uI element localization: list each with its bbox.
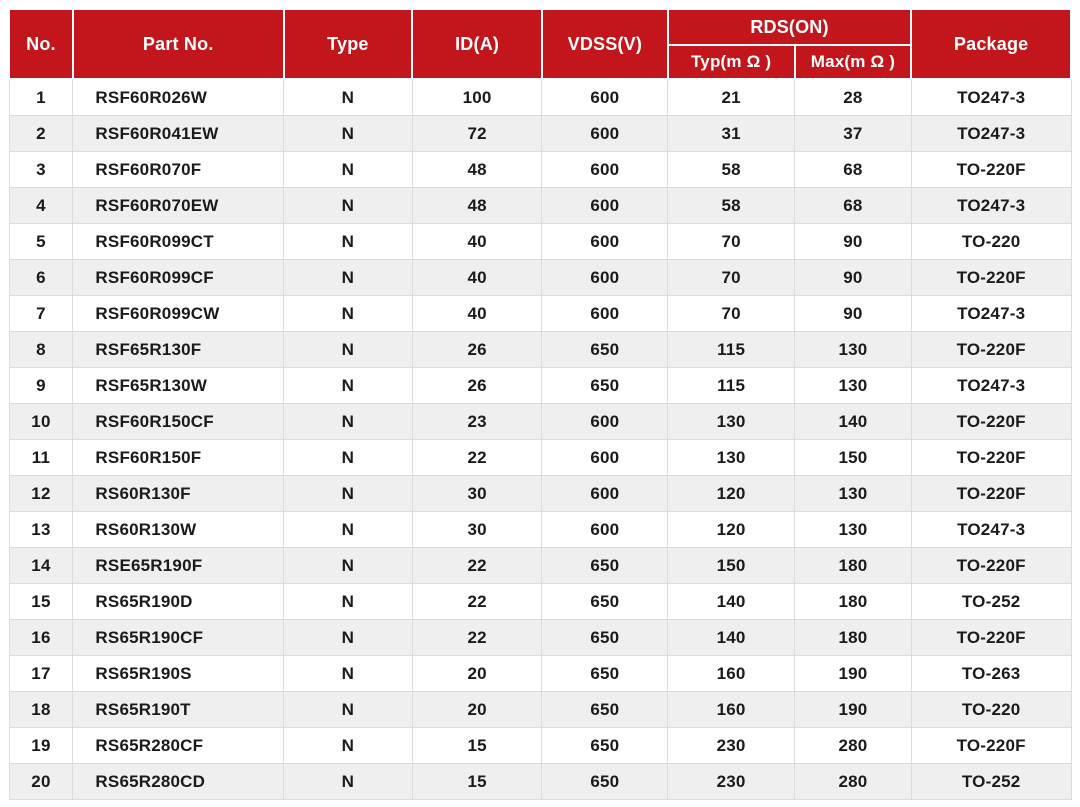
cell-rds-max: 130	[795, 368, 912, 404]
cell-part-no: RSF65R130W	[73, 368, 284, 404]
spec-table-container	[8, 8, 1072, 800]
cell-vdss-v: 650	[542, 584, 668, 620]
cell-package: TO-220	[911, 692, 1071, 728]
cell-rds-max: 140	[795, 404, 912, 440]
cell-id-a: 40	[412, 260, 542, 296]
cell-part-no: RS60R130F	[73, 476, 284, 512]
cell-package: TO-220F	[911, 260, 1071, 296]
cell-rds-typ: 140	[668, 584, 795, 620]
cell-type: N	[284, 332, 413, 368]
cell-vdss-v: 650	[542, 332, 668, 368]
cell-rds-max: 90	[795, 260, 912, 296]
cell-package: TO-220F	[911, 440, 1071, 476]
mosfet-spec-table	[8, 8, 1072, 800]
cell-part-no: RS65R280CF	[73, 728, 284, 764]
cell-no: 14	[9, 548, 73, 584]
cell-rds-max: 37	[795, 116, 912, 152]
cell-type: N	[284, 728, 413, 764]
cell-package: TO247-3	[911, 368, 1071, 404]
cell-no: 20	[9, 764, 73, 800]
cell-no: 13	[9, 512, 73, 548]
table-row	[9, 296, 1071, 332]
cell-rds-typ: 70	[668, 224, 795, 260]
cell-package: TO-220F	[911, 152, 1071, 188]
table-row	[9, 728, 1071, 764]
cell-type: N	[284, 440, 413, 476]
cell-id-a: 30	[412, 512, 542, 548]
cell-vdss-v: 600	[542, 260, 668, 296]
cell-package: TO-220F	[911, 728, 1071, 764]
cell-rds-max: 280	[795, 728, 912, 764]
cell-id-a: 40	[412, 296, 542, 332]
cell-vdss-v: 650	[542, 368, 668, 404]
cell-part-no: RSF60R026W	[73, 79, 284, 116]
cell-rds-max: 130	[795, 476, 912, 512]
cell-id-a: 15	[412, 728, 542, 764]
col-header-rds-typ: Typ(m Ω )	[668, 45, 795, 79]
cell-package: TO-220F	[911, 476, 1071, 512]
cell-type: N	[284, 368, 413, 404]
cell-id-a: 48	[412, 152, 542, 188]
cell-no: 17	[9, 656, 73, 692]
table-row	[9, 116, 1071, 152]
cell-part-no: RSF60R099CW	[73, 296, 284, 332]
cell-no: 7	[9, 296, 73, 332]
cell-no: 16	[9, 620, 73, 656]
cell-type: N	[284, 764, 413, 800]
cell-rds-max: 130	[795, 512, 912, 548]
cell-vdss-v: 600	[542, 476, 668, 512]
cell-rds-typ: 115	[668, 332, 795, 368]
table-row	[9, 548, 1071, 584]
cell-id-a: 40	[412, 224, 542, 260]
cell-rds-typ: 70	[668, 296, 795, 332]
table-row	[9, 224, 1071, 260]
cell-type: N	[284, 224, 413, 260]
cell-rds-typ: 130	[668, 404, 795, 440]
cell-id-a: 48	[412, 188, 542, 224]
table-row	[9, 620, 1071, 656]
cell-vdss-v: 600	[542, 512, 668, 548]
cell-rds-max: 68	[795, 152, 912, 188]
table-row	[9, 188, 1071, 224]
cell-rds-max: 280	[795, 764, 912, 800]
cell-rds-typ: 230	[668, 728, 795, 764]
table-row	[9, 404, 1071, 440]
cell-no: 12	[9, 476, 73, 512]
table-header	[9, 9, 1071, 79]
cell-type: N	[284, 260, 413, 296]
cell-id-a: 22	[412, 620, 542, 656]
cell-rds-typ: 130	[668, 440, 795, 476]
cell-rds-typ: 160	[668, 692, 795, 728]
cell-vdss-v: 600	[542, 152, 668, 188]
cell-rds-typ: 58	[668, 152, 795, 188]
cell-type: N	[284, 620, 413, 656]
cell-id-a: 26	[412, 368, 542, 404]
cell-rds-typ: 120	[668, 476, 795, 512]
cell-id-a: 20	[412, 656, 542, 692]
cell-rds-max: 90	[795, 296, 912, 332]
cell-type: N	[284, 656, 413, 692]
cell-part-no: RSF60R070EW	[73, 188, 284, 224]
cell-package: TO247-3	[911, 296, 1071, 332]
cell-rds-typ: 150	[668, 548, 795, 584]
table-row	[9, 656, 1071, 692]
cell-rds-max: 130	[795, 332, 912, 368]
cell-vdss-v: 600	[542, 296, 668, 332]
cell-no: 2	[9, 116, 73, 152]
cell-rds-typ: 31	[668, 116, 795, 152]
table-body	[9, 79, 1071, 800]
cell-part-no: RSF60R150CF	[73, 404, 284, 440]
cell-part-no: RS65R280CD	[73, 764, 284, 800]
cell-id-a: 22	[412, 548, 542, 584]
cell-type: N	[284, 116, 413, 152]
cell-part-no: RSF60R099CT	[73, 224, 284, 260]
cell-part-no: RSF60R041EW	[73, 116, 284, 152]
cell-id-a: 23	[412, 404, 542, 440]
cell-rds-max: 180	[795, 548, 912, 584]
cell-rds-max: 190	[795, 692, 912, 728]
cell-package: TO-252	[911, 584, 1071, 620]
cell-part-no: RSF65R130F	[73, 332, 284, 368]
cell-vdss-v: 650	[542, 692, 668, 728]
cell-package: TO-220F	[911, 404, 1071, 440]
cell-rds-max: 150	[795, 440, 912, 476]
cell-no: 19	[9, 728, 73, 764]
table-row	[9, 332, 1071, 368]
cell-rds-typ: 58	[668, 188, 795, 224]
col-header-rds-max: Max(m Ω )	[795, 45, 912, 79]
table-row	[9, 476, 1071, 512]
cell-vdss-v: 650	[542, 620, 668, 656]
cell-type: N	[284, 296, 413, 332]
cell-rds-max: 180	[795, 584, 912, 620]
col-header-part-no: Part No.	[73, 9, 284, 79]
cell-type: N	[284, 692, 413, 728]
cell-id-a: 72	[412, 116, 542, 152]
cell-id-a: 15	[412, 764, 542, 800]
table-row	[9, 152, 1071, 188]
cell-part-no: RS60R130W	[73, 512, 284, 548]
cell-part-no: RS65R190T	[73, 692, 284, 728]
cell-vdss-v: 600	[542, 440, 668, 476]
cell-package: TO-252	[911, 764, 1071, 800]
cell-no: 5	[9, 224, 73, 260]
cell-part-no: RSF60R150F	[73, 440, 284, 476]
cell-id-a: 26	[412, 332, 542, 368]
cell-rds-max: 190	[795, 656, 912, 692]
cell-no: 11	[9, 440, 73, 476]
cell-no: 4	[9, 188, 73, 224]
cell-id-a: 30	[412, 476, 542, 512]
cell-package: TO247-3	[911, 116, 1071, 152]
cell-type: N	[284, 188, 413, 224]
cell-package: TO-220F	[911, 332, 1071, 368]
cell-rds-typ: 115	[668, 368, 795, 404]
cell-rds-max: 180	[795, 620, 912, 656]
cell-vdss-v: 650	[542, 728, 668, 764]
cell-rds-typ: 21	[668, 79, 795, 116]
cell-rds-max: 68	[795, 188, 912, 224]
cell-type: N	[284, 512, 413, 548]
cell-no: 1	[9, 79, 73, 116]
cell-id-a: 22	[412, 584, 542, 620]
cell-vdss-v: 600	[542, 79, 668, 116]
cell-id-a: 20	[412, 692, 542, 728]
table-row	[9, 79, 1071, 116]
cell-part-no: RSE65R190F	[73, 548, 284, 584]
cell-part-no: RS65R190S	[73, 656, 284, 692]
cell-vdss-v: 600	[542, 224, 668, 260]
col-header-package: Package	[911, 9, 1071, 79]
table-row	[9, 692, 1071, 728]
table-row	[9, 764, 1071, 800]
cell-part-no: RS65R190D	[73, 584, 284, 620]
cell-rds-max: 90	[795, 224, 912, 260]
cell-type: N	[284, 152, 413, 188]
cell-vdss-v: 600	[542, 188, 668, 224]
cell-part-no: RSF60R070F	[73, 152, 284, 188]
col-header-type: Type	[284, 9, 413, 79]
cell-package: TO-220F	[911, 548, 1071, 584]
cell-package: TO247-3	[911, 79, 1071, 116]
cell-no: 6	[9, 260, 73, 296]
cell-vdss-v: 650	[542, 764, 668, 800]
cell-package: TO247-3	[911, 188, 1071, 224]
cell-rds-typ: 120	[668, 512, 795, 548]
table-row	[9, 260, 1071, 296]
cell-no: 10	[9, 404, 73, 440]
cell-type: N	[284, 476, 413, 512]
cell-rds-max: 28	[795, 79, 912, 116]
cell-vdss-v: 650	[542, 656, 668, 692]
cell-no: 8	[9, 332, 73, 368]
cell-package: TO-263	[911, 656, 1071, 692]
col-header-vdss-v: VDSS(V)	[542, 9, 668, 79]
cell-package: TO-220	[911, 224, 1071, 260]
cell-vdss-v: 600	[542, 116, 668, 152]
cell-rds-typ: 230	[668, 764, 795, 800]
cell-vdss-v: 650	[542, 548, 668, 584]
col-header-no: No.	[9, 9, 73, 79]
cell-vdss-v: 600	[542, 404, 668, 440]
cell-rds-typ: 140	[668, 620, 795, 656]
cell-type: N	[284, 548, 413, 584]
cell-no: 18	[9, 692, 73, 728]
cell-part-no: RSF60R099CF	[73, 260, 284, 296]
cell-type: N	[284, 584, 413, 620]
table-row	[9, 512, 1071, 548]
cell-no: 15	[9, 584, 73, 620]
cell-no: 3	[9, 152, 73, 188]
cell-id-a: 22	[412, 440, 542, 476]
cell-no: 9	[9, 368, 73, 404]
cell-type: N	[284, 404, 413, 440]
table-row	[9, 368, 1071, 404]
cell-rds-typ: 70	[668, 260, 795, 296]
cell-type: N	[284, 79, 413, 116]
cell-rds-typ: 160	[668, 656, 795, 692]
table-row	[9, 584, 1071, 620]
table-row	[9, 440, 1071, 476]
cell-package: TO247-3	[911, 512, 1071, 548]
col-header-rds-on: RDS(ON)	[668, 9, 912, 45]
col-header-id-a: ID(A)	[412, 9, 542, 79]
cell-package: TO-220F	[911, 620, 1071, 656]
cell-part-no: RS65R190CF	[73, 620, 284, 656]
cell-id-a: 100	[412, 79, 542, 116]
